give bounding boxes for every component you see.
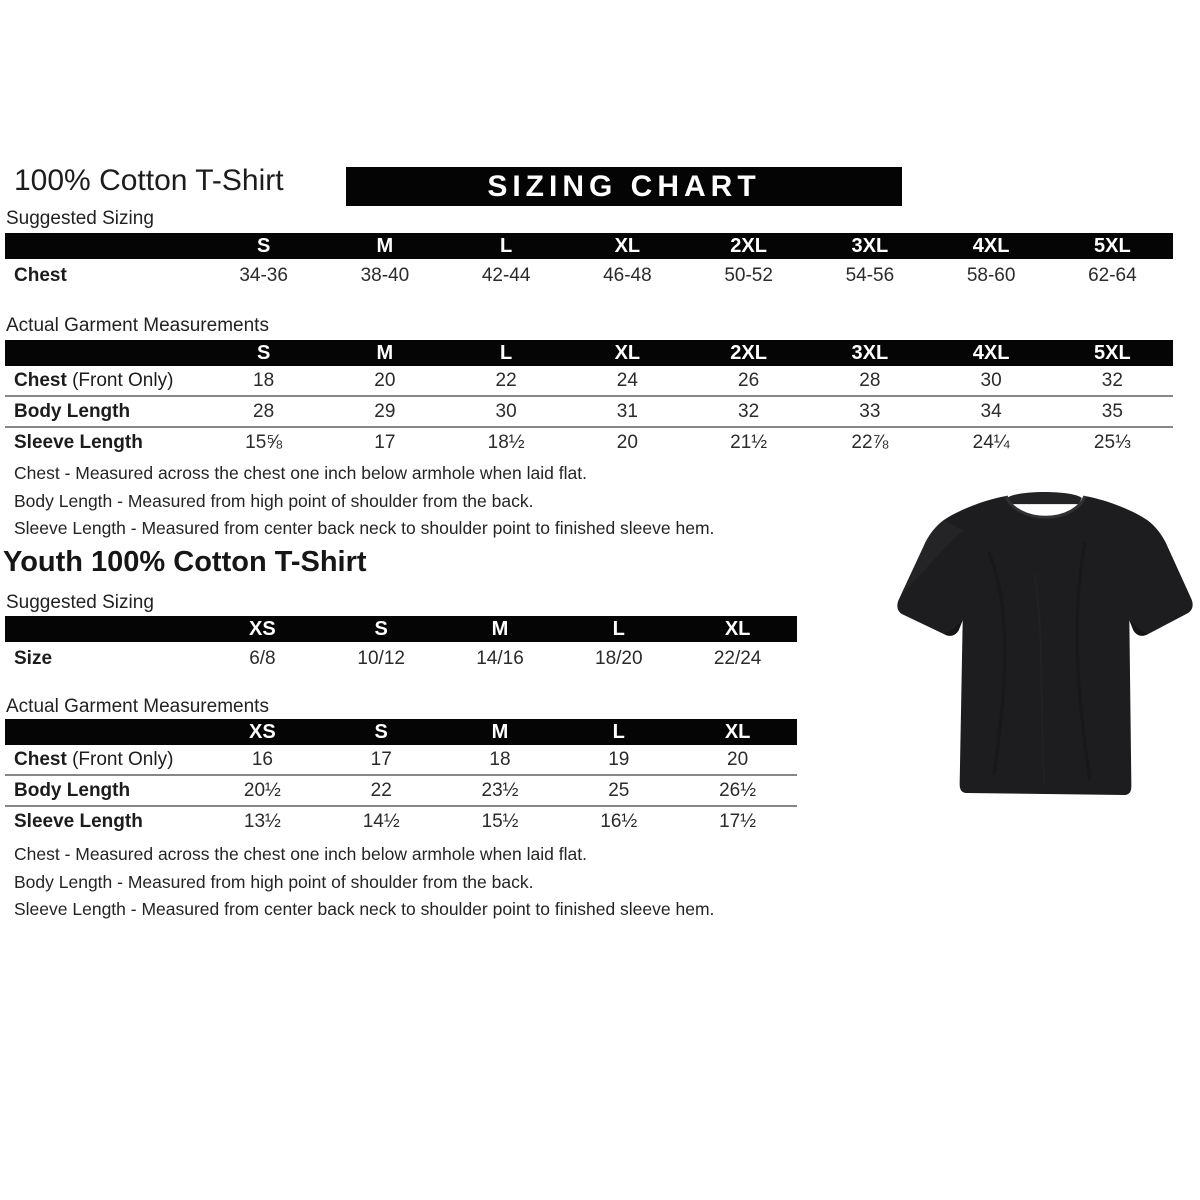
table-row: [5, 775, 797, 806]
measurement-cell: 16: [203, 745, 322, 775]
row-label: Sleeve Length: [14, 810, 143, 832]
size-column-header-xs: XS: [203, 719, 322, 745]
row-label: Body Length: [5, 396, 203, 427]
measurement-cell: 33: [809, 396, 930, 427]
measurement-cell: 26: [688, 366, 809, 396]
measurement-cell: 24¼: [972, 431, 1010, 453]
measurement-cell: 26½: [678, 775, 797, 806]
measurement-cell: 46-48: [603, 264, 652, 286]
measurement-cell: 28: [809, 366, 930, 396]
size-column-header-xl: XL: [567, 340, 688, 366]
size-header-row: [5, 340, 1173, 366]
measurement-note: Body Length - Measured from high point of shoulder from the back.: [14, 871, 534, 892]
measurement-cell: 62-64: [1088, 264, 1137, 286]
measurement-note: Body Length - Measured from high point of shoulder from the back.: [14, 490, 534, 511]
size-column-header-l: L: [446, 340, 567, 366]
measurement-cell: 20½: [203, 775, 322, 806]
measurement-cell: 18½: [487, 431, 525, 453]
row-label-header: [5, 616, 203, 642]
measurement-cell: 34-36: [239, 264, 288, 286]
black-tshirt-image: [893, 480, 1196, 812]
measurement-cell: 14/16: [476, 647, 524, 669]
size-column-header-2xl: 2XL: [688, 233, 809, 259]
size-column-header-m: M: [441, 616, 560, 642]
size-column-header-xs: XS: [203, 616, 322, 642]
size-column-header-s: S: [203, 233, 324, 259]
size-column-header-4xl: 4XL: [931, 233, 1052, 259]
youth-measurement-notes: [14, 841, 714, 924]
table-row: [5, 259, 1173, 292]
measurement-cell: 32: [688, 396, 809, 427]
row-label: Chest: [14, 264, 67, 286]
adult-garment-measurements-table: [5, 340, 1173, 457]
adult-suggested-heading: Suggested Sizing: [6, 208, 154, 229]
measurement-cell: 22/24: [713, 647, 762, 669]
measurement-cell: 17: [322, 745, 441, 775]
size-column-header-5xl: 5XL: [1052, 340, 1173, 366]
sizing-chart-banner-label: SIZING CHART: [487, 169, 761, 203]
measurement-note: Sleeve Length - Measured from center back neck to shoulder point to finished sleeve hem.: [14, 899, 715, 919]
row-label-header: [5, 233, 203, 259]
size-column-header-s: S: [322, 616, 441, 642]
measurement-cell: 22: [446, 366, 567, 396]
page-title: 100% Cotton T-Shirt: [14, 164, 284, 197]
youth-garment-measurements-table: [5, 719, 797, 836]
measurement-cell: 16½: [600, 810, 638, 832]
size-column-header-2xl: 2XL: [688, 340, 809, 366]
measurement-cell: 14½: [362, 810, 400, 832]
measurement-cell: 23½: [441, 775, 560, 806]
measurement-note: Chest - Measured across the chest one inch below armhole when laid flat.: [14, 844, 587, 864]
measurement-cell: 25⅓: [1093, 431, 1131, 453]
size-column-header-s: S: [322, 719, 441, 745]
adult-measurement-notes: [14, 460, 714, 543]
measurement-cell: 34: [931, 396, 1052, 427]
measurement-cell: 35: [1052, 396, 1173, 427]
measurement-note: Chest - Measured across the chest one inch below armhole when laid flat.: [14, 463, 587, 483]
size-column-header-m: M: [441, 719, 560, 745]
size-column-header-3xl: 3XL: [809, 233, 930, 259]
table-row: [5, 396, 1173, 427]
measurement-cell: 18: [203, 366, 324, 396]
size-column-header-l: L: [559, 719, 678, 745]
measurement-cell: 58-60: [966, 264, 1016, 286]
measurement-cell: 6/8: [249, 647, 276, 669]
measurement-cell: 32: [1052, 366, 1173, 396]
table-row: [5, 806, 797, 836]
adult-suggested-sizing-table: [5, 233, 1173, 292]
table-row: [5, 427, 1173, 457]
measurement-note: Sleeve Length - Measured from center back neck to shoulder point to finished sleeve hem.: [14, 518, 715, 538]
measurement-cell: 21½: [730, 431, 768, 453]
measurement-cell: 22: [322, 775, 441, 806]
measurement-cell: 31: [567, 396, 688, 427]
measurement-cell: 10/12: [357, 647, 405, 669]
measurement-cell: 50-52: [724, 264, 773, 286]
measurement-cell: 19: [559, 745, 678, 775]
measurement-cell: 30: [446, 396, 567, 427]
measurement-cell: 24: [567, 366, 688, 396]
measurement-cell: 25: [559, 775, 678, 806]
size-header-row: [5, 616, 797, 642]
youth-suggested-heading: Suggested Sizing: [6, 592, 154, 613]
table-row: [5, 642, 797, 675]
measurement-cell: 15½: [481, 810, 519, 832]
measurement-cell: 28: [203, 396, 324, 427]
row-label: Chest (Front Only): [5, 366, 203, 396]
measurement-cell: 42-44: [481, 264, 531, 286]
youth-title: Youth 100% Cotton T-Shirt: [3, 546, 367, 578]
size-column-header-xl: XL: [678, 616, 797, 642]
row-label: Sleeve Length: [14, 431, 143, 453]
size-column-header-3xl: 3XL: [809, 340, 930, 366]
measurement-cell: 22⅞: [851, 431, 889, 453]
measurement-cell: 17½: [719, 810, 757, 832]
size-column-header-4xl: 4XL: [931, 340, 1052, 366]
measurement-cell: 38-40: [360, 264, 410, 286]
size-column-header-l: L: [559, 616, 678, 642]
measurement-cell: 13½: [243, 810, 281, 832]
measurement-cell: 29: [324, 396, 445, 427]
adult-measurements-heading: Actual Garment Measurements: [6, 315, 269, 336]
youth-suggested-sizing-table: [5, 616, 797, 675]
size-header-row: [5, 719, 797, 745]
measurement-cell: 20: [616, 431, 638, 453]
measurement-cell: 20: [678, 745, 797, 775]
sizing-chart-banner: [346, 167, 902, 206]
size-column-header-m: M: [324, 233, 445, 259]
measurement-cell: 54-56: [845, 264, 895, 286]
tshirt-shape: [897, 492, 1192, 795]
measurement-cell: 20: [324, 366, 445, 396]
size-header-row: [5, 233, 1173, 259]
measurement-cell: 17: [374, 431, 396, 453]
row-label: Size: [14, 647, 53, 669]
table-row: [5, 366, 1173, 396]
measurement-cell: 15⅝: [245, 431, 283, 453]
table-row: [5, 745, 797, 775]
measurement-cell: 30: [931, 366, 1052, 396]
row-label-header: [5, 340, 203, 366]
size-column-header-xl: XL: [567, 233, 688, 259]
size-column-header-l: L: [446, 233, 567, 259]
size-column-header-xl: XL: [678, 719, 797, 745]
size-column-header-m: M: [324, 340, 445, 366]
row-label: Body Length: [5, 775, 203, 806]
measurement-cell: 18: [441, 745, 560, 775]
size-column-header-s: S: [203, 340, 324, 366]
youth-measurements-heading: Actual Garment Measurements: [6, 696, 269, 717]
measurement-cell: 18/20: [595, 647, 643, 669]
row-label-header: [5, 719, 203, 745]
row-label: Chest (Front Only): [5, 745, 203, 775]
size-column-header-5xl: 5XL: [1052, 233, 1173, 259]
